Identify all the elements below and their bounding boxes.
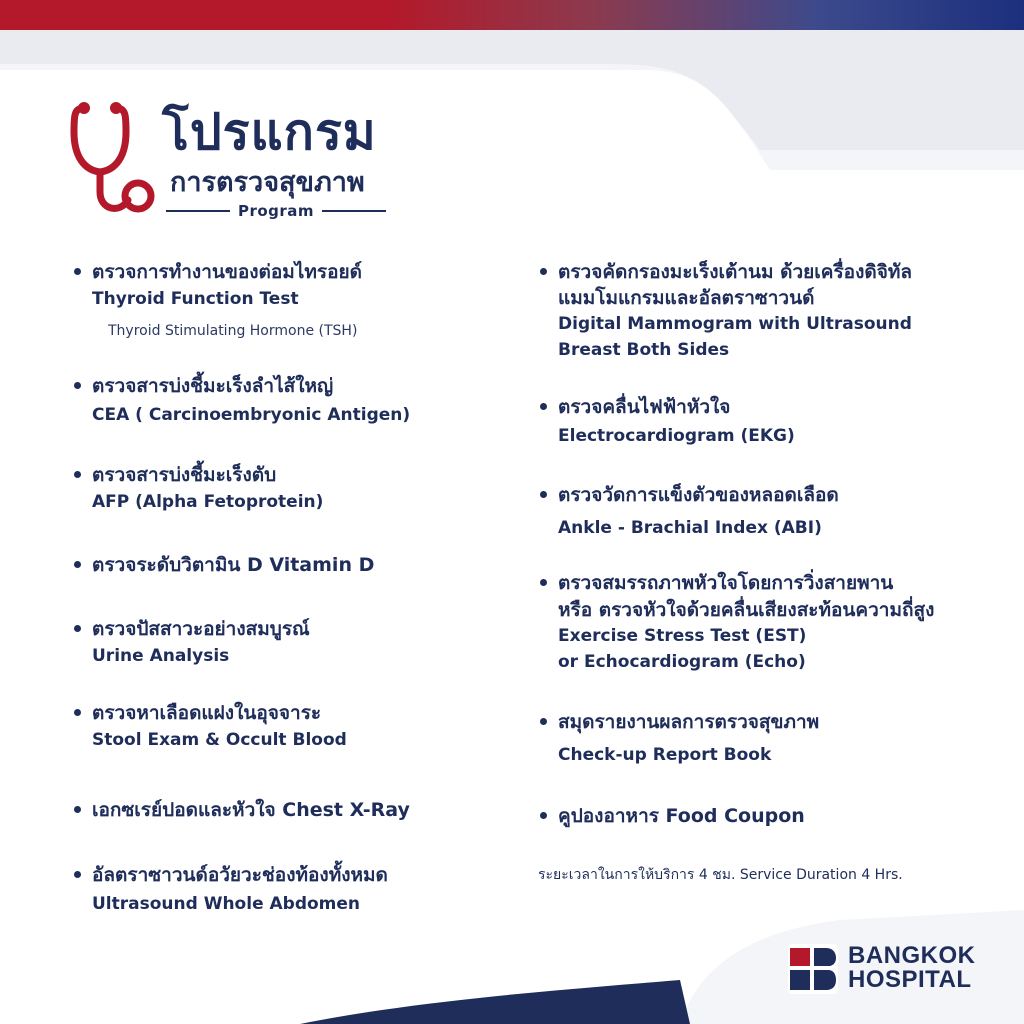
program-subtitle-en (166, 200, 386, 222)
divider-line-left (166, 210, 230, 212)
item-title-th: ตรวจสมรรถภาพหัวใจโดยการวิ่งสายพาน (558, 572, 894, 594)
item-title-th: ตรวจคัดกรองมะเร็งเต้านม ด้วยเครื่องดิจิทัล (558, 261, 913, 283)
logo-line-1: BANGKOK (848, 942, 976, 969)
divider-line-right (322, 210, 386, 212)
bullet-icon (74, 709, 81, 716)
item-title-th: ตรวจระดับวิตามิน D Vitamin D (92, 554, 375, 576)
bullet-icon (540, 403, 547, 410)
item-title-th: ตรวจคลื่นไฟฟ้าหัวใจ (558, 396, 731, 418)
service-duration: ระยะเวลาในการให้บริการ 4 ชม. Service Duration 4 Hrs. (538, 867, 903, 883)
item-title-en: Ankle - Brachial Index (ABI) (558, 518, 822, 538)
item-title-en: Stool Exam & Occult Blood (92, 730, 347, 750)
item-title-en: Check-up Report Book (558, 745, 772, 765)
item-title-en: Exercise Stress Test (EST) (558, 626, 807, 646)
bullet-icon (540, 579, 547, 586)
program-header (70, 96, 400, 226)
top-gradient-bar (0, 0, 1024, 30)
item-note: Thyroid Stimulating Hormone (TSH) (108, 323, 358, 339)
item-title-th: ตรวจวัดการแข็งตัวของหลอดเลือด (558, 484, 839, 506)
bullet-icon (74, 871, 81, 878)
bullet-icon (540, 718, 547, 725)
bullet-icon (74, 806, 81, 813)
item-title-th: คูปองอาหาร Food Coupon (558, 805, 805, 827)
program-title-th: โปรแกรม (162, 103, 377, 161)
stethoscope-icon (70, 96, 158, 224)
item-title-en: Thyroid Function Test (92, 289, 299, 309)
bullet-icon (74, 382, 81, 389)
item-title-en: Electrocardiogram (EKG) (558, 426, 795, 446)
item-title-en: Ultrasound Whole Abdomen (92, 894, 361, 914)
item-title-th: ตรวจการทำงานของต่อมไทรอยด์ (92, 261, 362, 283)
bullet-icon (540, 812, 547, 819)
bangkok-hospital-logo (788, 942, 998, 998)
program-label: Program (237, 202, 315, 220)
bullet-icon (540, 491, 547, 498)
item-title-th: อัลตราซาวนด์อวัยวะช่องท้องทั้งหมด (92, 864, 388, 886)
program-subtitle-th: การตรวจสุขภาพ (170, 167, 365, 198)
item-title-th: ตรวจหาเลือดแฝงในอุจจาระ (92, 702, 322, 724)
logo-line-2: HOSPITAL (848, 966, 972, 993)
bullet-icon (540, 268, 547, 275)
item-title-th-line2: แมมโมแกรมและอัลตราซาวนด์ (558, 287, 815, 309)
item-title-en-line2: or Echocardiogram (Echo) (558, 652, 806, 672)
item-title-en: AFP (Alpha Fetoprotein) (92, 492, 324, 512)
item-title-th: เอกซเรย์ปอดและหัวใจ Chest X-Ray (92, 799, 410, 821)
bullet-icon (74, 268, 81, 275)
bangkok-hospital-logo-icon (788, 944, 838, 994)
item-title-th: ตรวจสารบ่งชี้มะเร็งลำไส้ใหญ่ (92, 375, 334, 397)
item-title-en: Urine Analysis (92, 646, 230, 666)
item-title-th: สมุดรายงานผลการตรวจสุขภาพ (558, 711, 820, 733)
item-title-th: ตรวจปัสสาวะอย่างสมบูรณ์ (92, 618, 310, 640)
item-title-th: ตรวจสารบ่งชี้มะเร็งตับ (92, 464, 277, 486)
logo-text (848, 944, 976, 992)
bullet-icon (74, 625, 81, 632)
bullet-icon (74, 471, 81, 478)
item-title-en: Digital Mammogram with Ultrasound (558, 314, 912, 334)
item-title-en: CEA ( Carcinoembryonic Antigen) (92, 405, 411, 425)
item-title-th-line2: หรือ ตรวจหัวใจด้วยคลื่นเสียงสะท้อนความถี่สูง (558, 599, 935, 621)
item-title-en-line2: Breast Both Sides (558, 340, 730, 360)
bullet-icon (74, 561, 81, 568)
